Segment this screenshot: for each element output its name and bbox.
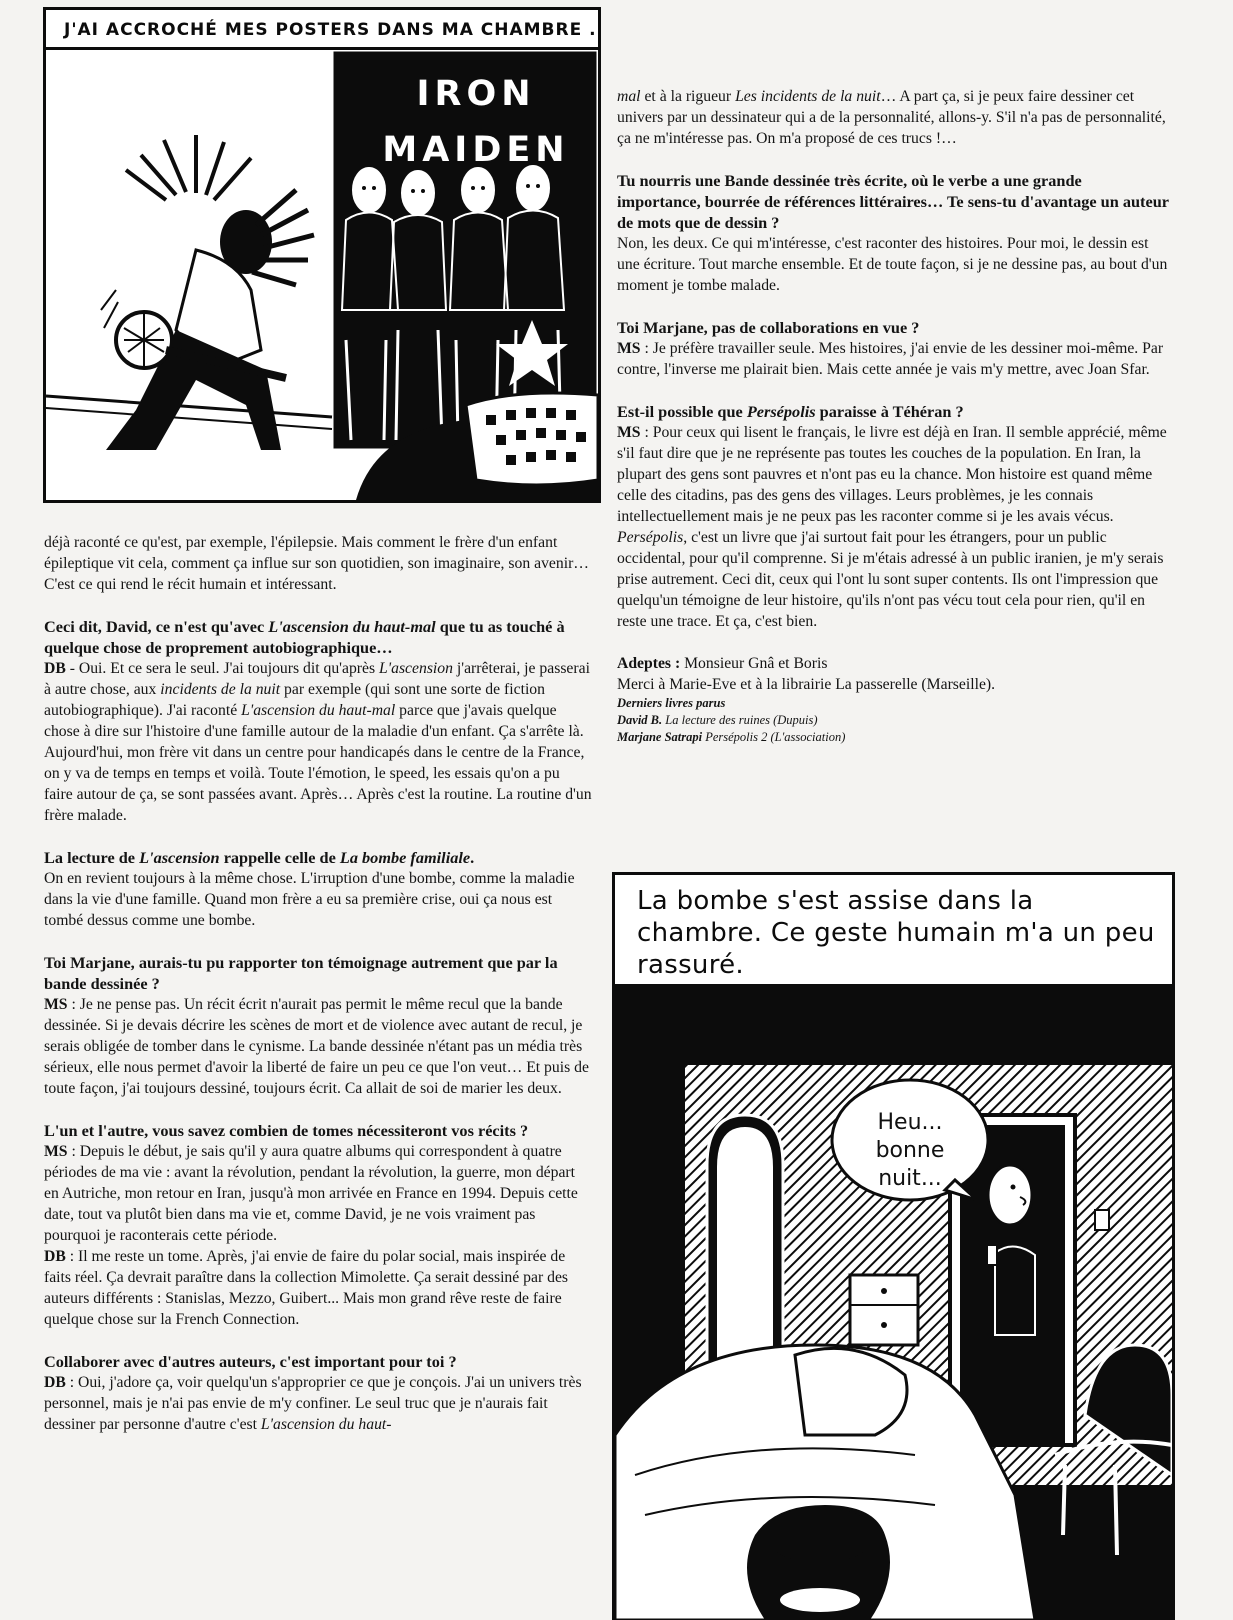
question-8: Est-il possible que Persépolis paraisse à Téhéran ?: [617, 402, 964, 421]
speaker-label: MS: [44, 1143, 68, 1160]
poster-line-2: MAIDEN: [382, 130, 570, 170]
paragraph-continuation: déjà raconté ce qu'est, par exemple, l'épilepsie. Mais comment le frère d'un enfant épileptique vit cela, comment ça influe sur son quotidien, son imaginaire, son avenir… C'est ce qui rend le récit humain et intéressant.: [44, 534, 589, 593]
answer-1: DB - Oui. Et ce sera le seul. J'ai toujours dit qu'après L'ascension j'arrêterai, je passerai à autre chose, aux incidents de la nuit par exemple (qui sont une sorte de fiction autobiographique). J'ai raconté L'ascension du haut-mal parce que j'avais quelque chose à dire sur l'histoire d'une famille autour de la maladie d'un enfant. Ça s'arrête là. Aujourd'hui, mon frère vit dans un centre pour handicapés dans le centre de la France, on y va de temps en temps et voilà. Toute l'émotion, le speed, les essais qu'on a pu faire autour de ça, se sont passées avant. Après… Après c'est la routine. La routine d'un frère malade.: [44, 660, 592, 824]
answer-3: MS : Je ne pense pas. Un récit écrit n'aurait pas permit le même recul que la bande dessinée. Si je devais décrire les scènes de mort et de violence avec autant de recul, je serais obligée de tomber dans le cynisme. La bande dessinée n'étant pas un média très sérieux, elle nous permet d'avoir la liberté de faire un peu ce que l'on veut… Et puis de toute façon, j'ai toujours dessiné, toujours écrit. Ca allait de soi de marier les deux.: [44, 996, 589, 1097]
answer-2: On en revient toujours à la même chose. L'irruption d'une bombe, comme la maladie dans la vie d'une famille. Quand mon frère a eu sa première crise, oui ça nous est tombé dessus comme une bombe.: [44, 870, 575, 929]
panel-caption: La bombe s'est assise dans la chambre. Ce geste humain m'a un peu rassuré.: [615, 875, 1172, 987]
poster-line-1: IRON: [416, 74, 536, 114]
comic-panel-posters: [43, 7, 601, 503]
panel-caption: J'AI ACCROCHÉ MES POSTERS DANS MA CHAMBRE .: [46, 10, 598, 50]
answer-8: MS : Pour ceux qui lisent le français, le livre est déjà en Iran. Il semble apprécié, même s'il faut dire que je ne représente pas toutes les couches de la population. En Iran, la plupart des gens sont pauvres et n'ont pas eu la chance. Mon histoire est quand même celle des citadins, pas des gens des villages. Leurs problèmes, je les connais intellectuellement mais je ne peux pas les raconter comme si je les avais vécus. Persépolis, c'est un livre que j'ai surtout fait pour les étrangers, pour un public occidental, pour qu'il comprenne. Si je m'étais adressé à un public iranien, je m'y serais prise autrement. Ceci dit, ceux qui l'ont lu sont super contents. Ils ont l'impression que quelqu'un témoigne de leur histoire, qu'ils n'ont pas vécu tout cela pour rien, qu'il en reste une trace. Et ça, c'est bien.: [617, 424, 1167, 630]
answer-4-ms: MS : Depuis le début, je sais qu'il y aura quatre albums qui correspondent à quatre périodes de ma vie : avant la révolution, pendant la révolution, la guerre, mon départ en Autriche, mon retour en Iran, jusqu'à mon arrivée en France en 1994. Depuis cette date, tout va plutôt bien dans ma vie et, comme David, je ne vois vraiment pas pourquoi je raconterais cette période.: [44, 1143, 578, 1244]
answer-4-db: DB : Il me reste un tome. Après, j'ai envie de faire du polar social, mais inspirée de faits réel. Ça devrait paraître dans la collection Mimolette. Ça serait dessiné par des auteurs différents : Stanislas, Mezzo, Guibert... Mais mon grand rêve reste de faire quelque chose sur la French Connection.: [44, 1248, 569, 1328]
credits-merci: Merci à Marie-Eve et à la librairie La passerelle (Marseille).: [617, 676, 996, 693]
paragraph-continuation: mal et à la rigueur Les incidents de la nuit… A part ça, si je peux faire dessiner cet univers par un dessinateur qui a de la personnalité, allons-y. S'il n'a pas de personnalité, ça ne m'intéresse pas. On m'a proposé de ces trucs !…: [617, 88, 1166, 147]
question-3: Toi Marjane, aurais-tu pu rapporter ton témoignage autrement que par la bande dessinée ?: [44, 953, 558, 993]
question-5: Collaborer avec d'autres auteurs, c'est important pour toi ?: [44, 1352, 457, 1371]
book-item: Marjane Satrapi Persépolis 2 (L'association): [617, 730, 846, 744]
speaker-label: DB: [44, 1374, 66, 1391]
question-6: Tu nourris une Bande dessinée très écrite, où le verbe a une grande importance, bourrée de références littéraires… Te sens-tu d'avantage un auteur de mots que de dessin ?: [617, 171, 1169, 232]
speech-bubble: [855, 1109, 965, 1193]
answer-7: MS : Je préfère travailler seule. Mes histoires, j'ai envie de les dessiner moi-même. Par contre, l'inverse me plairait bien. Mais cette année je vais m'y mettre, avec Joan Sfar.: [617, 340, 1164, 378]
speaker-label: MS: [617, 340, 641, 357]
answer-6: Non, les deux. Ce qui m'intéresse, c'est raconter des histoires. Pour moi, le dessin est une écriture. Tout marche ensemble. Et de toute façon, si je ne dessine pas, au bout d'un moment je tombe malade.: [617, 235, 1168, 294]
books-heading: Derniers livres parus: [617, 696, 726, 710]
speech-bubble-line: Heu...: [877, 1110, 943, 1135]
book-item: David B. La lecture des ruines (Dupuis): [617, 713, 818, 727]
comic-panel-bombe: [612, 872, 1175, 1620]
speaker-label: MS: [44, 996, 68, 1013]
question-4: L'un et l'autre, vous savez combien de tomes nécessiteront vos récits ?: [44, 1121, 529, 1140]
question-1: Ceci dit, David, ce n'est qu'avec L'ascension du haut-mal que tu as touché à quelque chose de proprement autobiographique…: [44, 617, 565, 657]
right-text-column: [617, 86, 1169, 746]
speaker-label: MS: [617, 424, 641, 441]
speaker-label: DB: [44, 1248, 66, 1265]
answer-5: DB : Oui, j'adore ça, voir quelqu'un s'approprier ce que je conçois. J'ai un univers très personnel, mais je n'ai pas envie de m'y confiner. Le seul truc que je n'aurais fait dessiner par personne d'autre c'est L'ascension du haut-: [44, 1374, 582, 1433]
credits-adeptes: Adeptes : Monsieur Gnâ et Boris: [617, 655, 828, 672]
question-7: Toi Marjane, pas de collaborations en vue ?: [617, 318, 920, 337]
left-text-column: [44, 532, 592, 1435]
question-2: La lecture de L'ascension rappelle celle de La bombe familiale.: [44, 848, 475, 867]
speaker-label: DB: [44, 660, 66, 677]
speech-bubble-line: nuit...: [878, 1166, 942, 1191]
poster-title: [346, 66, 601, 178]
speech-bubble-line: bonne: [875, 1138, 945, 1163]
